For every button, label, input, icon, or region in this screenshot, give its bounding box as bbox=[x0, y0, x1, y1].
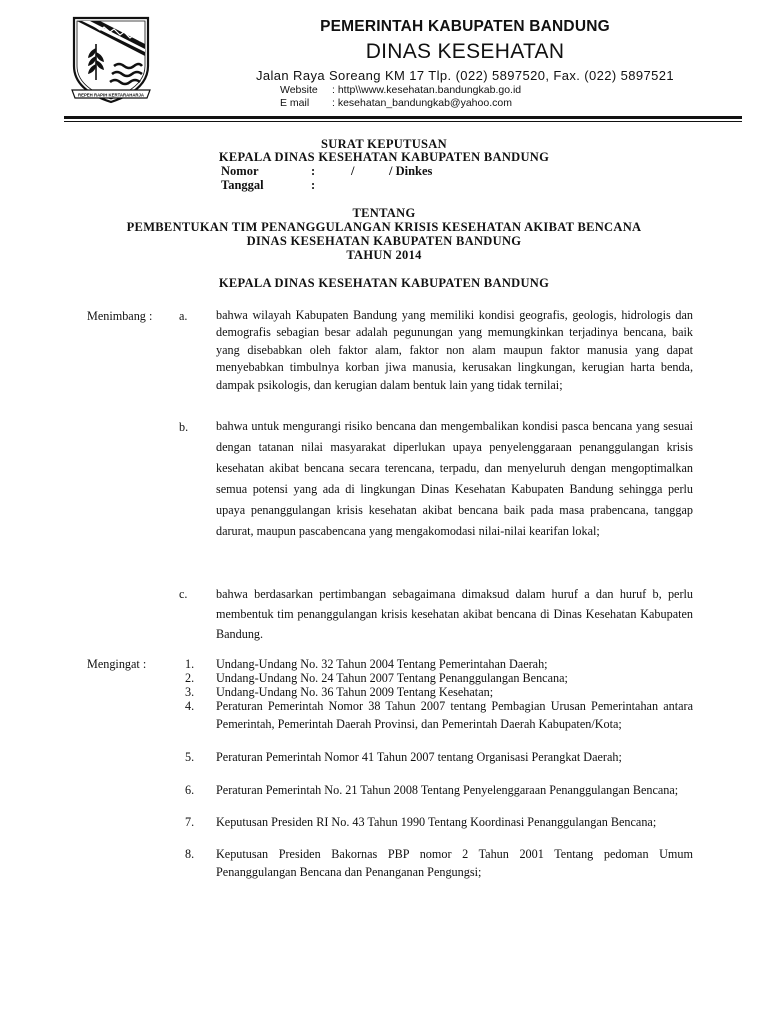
authority-heading: KEPALA DINAS KESEHATAN KABUPATEN BANDUNG bbox=[218, 276, 550, 290]
mengingat-item-8: Keputusan Presiden Bakornas PBP nomor 2 Tahun 2001 Tentang pedoman Umum Penanggulangan Bencana dan Penanganan Pengungsi; bbox=[216, 847, 693, 879]
mengingat-marker-4: 4. bbox=[185, 699, 195, 713]
mengingat-item-2: Undang-Undang No. 24 Tahun 2007 Tentang Penanggulangan Bencana; bbox=[216, 671, 568, 685]
email-line bbox=[280, 97, 512, 109]
agency-name: DINAS KESEHATAN bbox=[365, 40, 565, 63]
subject-year: TAHUN 2014 bbox=[346, 248, 422, 262]
tanggal-colon: : bbox=[311, 178, 316, 192]
title-issuer: KEPALA DINAS KESEHATAN KABUPATEN BANDUNG bbox=[218, 150, 550, 164]
website-label: Website bbox=[280, 84, 318, 96]
mengingat-marker-3: 3. bbox=[185, 685, 195, 699]
mengingat-marker-7: 7. bbox=[185, 815, 195, 829]
mengingat-item-5: Peraturan Pemerintah Nomor 41 Tahun 2007 tentang Organisasi Perangkat Daerah; bbox=[216, 750, 622, 764]
nomor-label: Nomor bbox=[221, 164, 259, 178]
mengingat-marker-5: 5. bbox=[185, 750, 195, 764]
government-name: PEMERINTAH KABUPATEN BANDUNG bbox=[320, 18, 610, 35]
website-value[interactable]: : http\\www.kesehatan.bandungkab.go.id bbox=[332, 84, 522, 96]
menimbang-marker-b: b. bbox=[179, 420, 189, 434]
menimbang-item-c: bahwa berdasarkan pertimbangan sebagaimana dimaksud dalam huruf a dan huruf b, perlu membentuk tim penanggulangan krisis kesehatan akibat bencana di Dinas Kesehatan Kabupaten Bandung. bbox=[216, 587, 693, 641]
agency-address: Jalan Raya Soreang KM 17 Tlp. (022) 5897520, Fax. (022) 5897521 bbox=[255, 68, 675, 83]
menimbang-item-a: bahwa wilayah Kabupaten Bandung yang memiliki kondisi geografis, geologis, hidrologis dan demografis sebagian besar adalah pegunungan yang memungkinkan terjadinya bencana, baik yang disebabkan oleh faktor alam, faktor non alam maupun faktor manusia yang dapat menyebabkan timbulnya korban jiwa manusia, kerusakan lingkungan, kerugian harta benda, dampak psikologis, dan kerugian dalam bentuk lain yang tidak ternilai; bbox=[216, 308, 693, 392]
website-line bbox=[280, 84, 521, 96]
svg-text:REPEH RAPIH KERTARAHARJA: REPEH RAPIH KERTARAHARJA bbox=[77, 92, 145, 98]
mengingat-item-3: Undang-Undang No. 36 Tahun 2009 Tentang Kesehatan; bbox=[216, 685, 494, 699]
subject-line-1: PEMBENTUKAN TIM PENANGGULANGAN KRISIS KESEHATAN AKIBAT BENCANA bbox=[126, 220, 642, 234]
nomor-colon: : bbox=[311, 164, 316, 178]
email-label: E mail bbox=[280, 97, 310, 109]
mengingat-marker-8: 8. bbox=[185, 847, 195, 861]
nomor-sep: / bbox=[351, 164, 355, 178]
nomor-suffix: / Dinkes bbox=[389, 164, 433, 178]
menimbang-label: Menimbang : bbox=[87, 309, 153, 323]
letterhead-divider-thick bbox=[64, 116, 742, 119]
tanggal-row bbox=[221, 178, 351, 193]
menimbang-item-b: bahwa untuk mengurangi risiko bencana dan mengembalikan kondisi pasca bencana yang sesuai dengan tatanan nilai masyarakat diperlukan upaya penyelenggaraan penanggulangan krisis kesehatan akibat bencana secara terencana, terpadu, dan menyeluruh dengan mengoptimalkan semua potensi yang ada di lingkungan Dinas Kesehatan Kabupaten Bandung sehingga perlu upaya penanggulangan krisis kesehatan akibat bencana baik pada masa prabencana, tanggap darurat, maupun pascabencana yang mengakomodasi nilai-nilai kearifan lokal; bbox=[216, 419, 693, 538]
mengingat-item-7: Keputusan Presiden RI No. 43 Tahun 1990 Tentang Koordinasi Penanggulangan Bencana; bbox=[216, 815, 657, 829]
mengingat-marker-6: 6. bbox=[185, 783, 195, 797]
menimbang-marker-a: a. bbox=[179, 309, 188, 323]
mengingat-item-6: Peraturan Pemerintah No. 21 Tahun 2008 Tentang Penyelenggaraan Penanggulangan Bencana; bbox=[216, 783, 679, 797]
subject-line-2: DINAS KESEHATAN KABUPATEN BANDUNG bbox=[246, 234, 522, 248]
letterhead-divider-thin bbox=[64, 121, 742, 122]
mengingat-label: Mengingat : bbox=[87, 657, 147, 671]
email-value[interactable]: : kesehatan_bandungkab@yahoo.com bbox=[332, 97, 512, 109]
tentang-heading: TENTANG bbox=[352, 206, 416, 220]
mengingat-item-1: Undang-Undang No. 32 Tahun 2004 Tentang Pemerintahan Daerah; bbox=[216, 657, 548, 671]
mengingat-marker-2: 2. bbox=[185, 671, 195, 685]
kabupaten-bandung-logo bbox=[70, 14, 152, 104]
nomor-row bbox=[221, 164, 432, 179]
title-surat-keputusan: SURAT KEPUTUSAN bbox=[321, 137, 447, 151]
menimbang-marker-c: c. bbox=[179, 587, 188, 601]
tanggal-label: Tanggal bbox=[221, 178, 264, 192]
mengingat-item-4: Peraturan Pemerintah Nomor 38 Tahun 2007 tentang Pembagian Urusan Pemerintahan antara Pemerintah, Pemerintah Daerah Provinsi, dan Pemerintah Daerah Kabupaten/Kota; bbox=[216, 699, 693, 731]
mengingat-marker-1: 1. bbox=[185, 657, 195, 671]
